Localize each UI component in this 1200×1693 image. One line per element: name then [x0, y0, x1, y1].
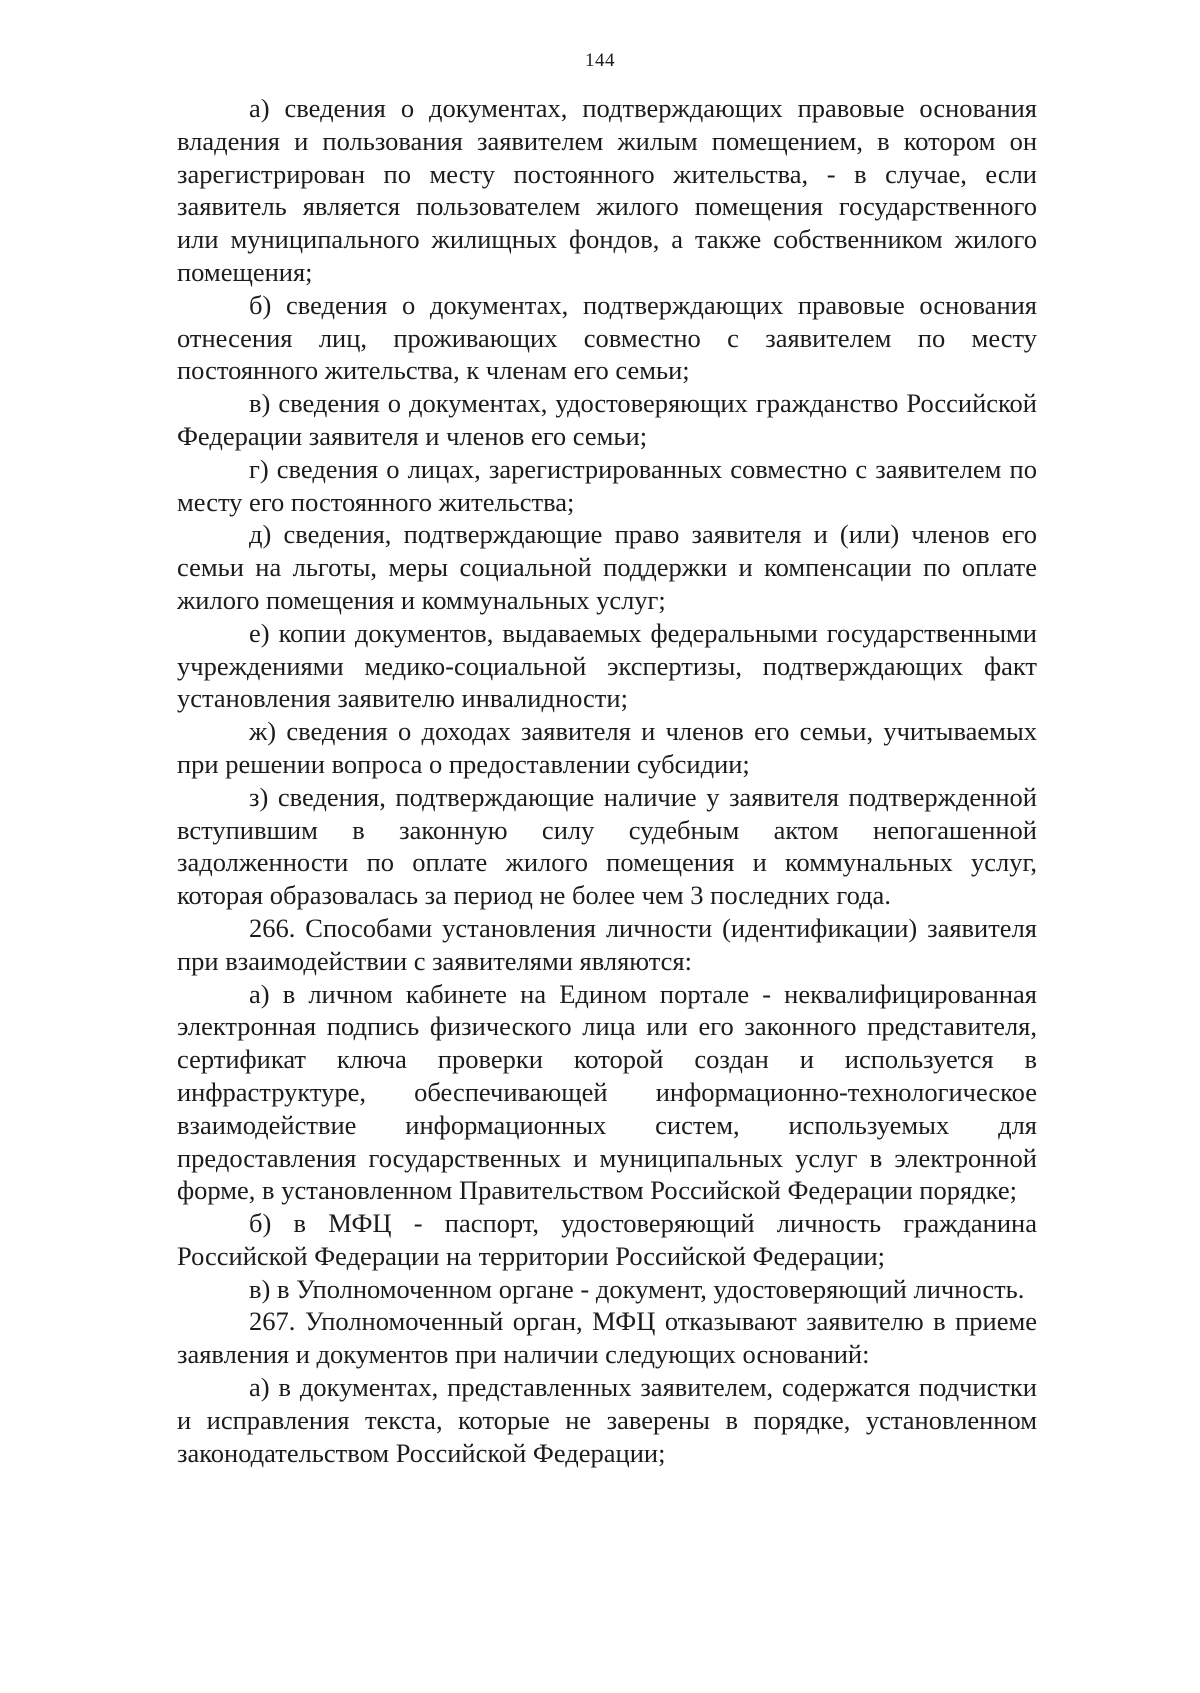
- page-number: 144: [585, 50, 615, 71]
- paragraph-v-citizenship: в) сведения о документах, удостоверяющих гражданство Российской Федерации заявителя и членов его семьи;: [177, 388, 1037, 451]
- paragraph-266-v-authority: в) в Уполномоченном органе - документ, удостоверяющий личность.: [249, 1273, 1025, 1304]
- paragraph-zh-income: ж) сведения о доходах заявителя и членов его семьи, учитываемых при решении вопроса о предоставлении субсидии;: [177, 716, 1037, 779]
- page-body: [177, 92, 1037, 1469]
- paragraph-266-a-portal: а) в личном кабинете на Едином портале - неквалифицированная электронная подпись физического лица или его законного представителя, сертификат ключа проверки которой создан и используется в инфраструктуре, обеспечивающей информационно-технологическое взаимодействие информационных систем, используемых для предоставления государственных и муниципальных услуг в электронной форме, в установленном Правительством Российской Федерации порядке;: [177, 978, 1037, 1206]
- paragraph-a-housing-rights: а) сведения о документах, подтверждающих правовые основания владения и пользования заявителем жилым помещением, в котором он зарегистрирован по месту постоянного жительства, - в случае, если заявитель является пользователем жилого помещения государственного или муниципального жилищных фондов, а также собственником жилого помещения;: [177, 93, 1037, 287]
- paragraph-266-identification: 266. Способами установления личности (идентификации) заявителя при взаимодействии с заявителями являются:: [177, 912, 1037, 976]
- paragraph-267-a-corrections: а) в документах, представленных заявителем, содержатся подчистки и исправления текста, которые не заверены в порядке, установленном законодательством Российской Федерации;: [177, 1372, 1037, 1468]
- paragraph-g-registered-persons: г) сведения о лицах, зарегистрированных совместно с заявителем по месту его постоянного жительства;: [177, 453, 1037, 517]
- paragraph-e-disability: е) копии документов, выдаваемых федеральными государственными учреждениями медико-социальной экспертизы, подтверждающих факт установления заявителю инвалидности;: [177, 617, 1037, 714]
- paragraph-z-debt: з) сведения, подтверждающие наличие у заявителя подтвержденной вступившим в законную силу судебным актом непогашенной задолженности по оплате жилого помещения и коммунальных услуг, которая образовалась за период не более чем 3 последних года.: [177, 781, 1037, 911]
- paragraph-266-b-mfc: б) в МФЦ - паспорт, удостоверяющий личность гражданина Российской Федерации на территории Российской Федерации;: [177, 1208, 1037, 1271]
- paragraph-267-refusal: 267. Уполномоченный орган, МФЦ отказывают заявителю в приеме заявления и документов при наличии следующих оснований:: [177, 1306, 1037, 1370]
- paragraph-b-family-relation: б) сведения о документах, подтверждающих правовые основания отнесения лиц, проживающих совместно с заявителем по месту постоянного жительства, к членам его семьи;: [177, 289, 1037, 386]
- paragraph-d-benefits: д) сведения, подтверждающие право заявителя и (или) членов его семьи на льготы, меры социальной поддержки и компенсации по оплате жилого помещения и коммунальных услуг;: [177, 519, 1037, 615]
